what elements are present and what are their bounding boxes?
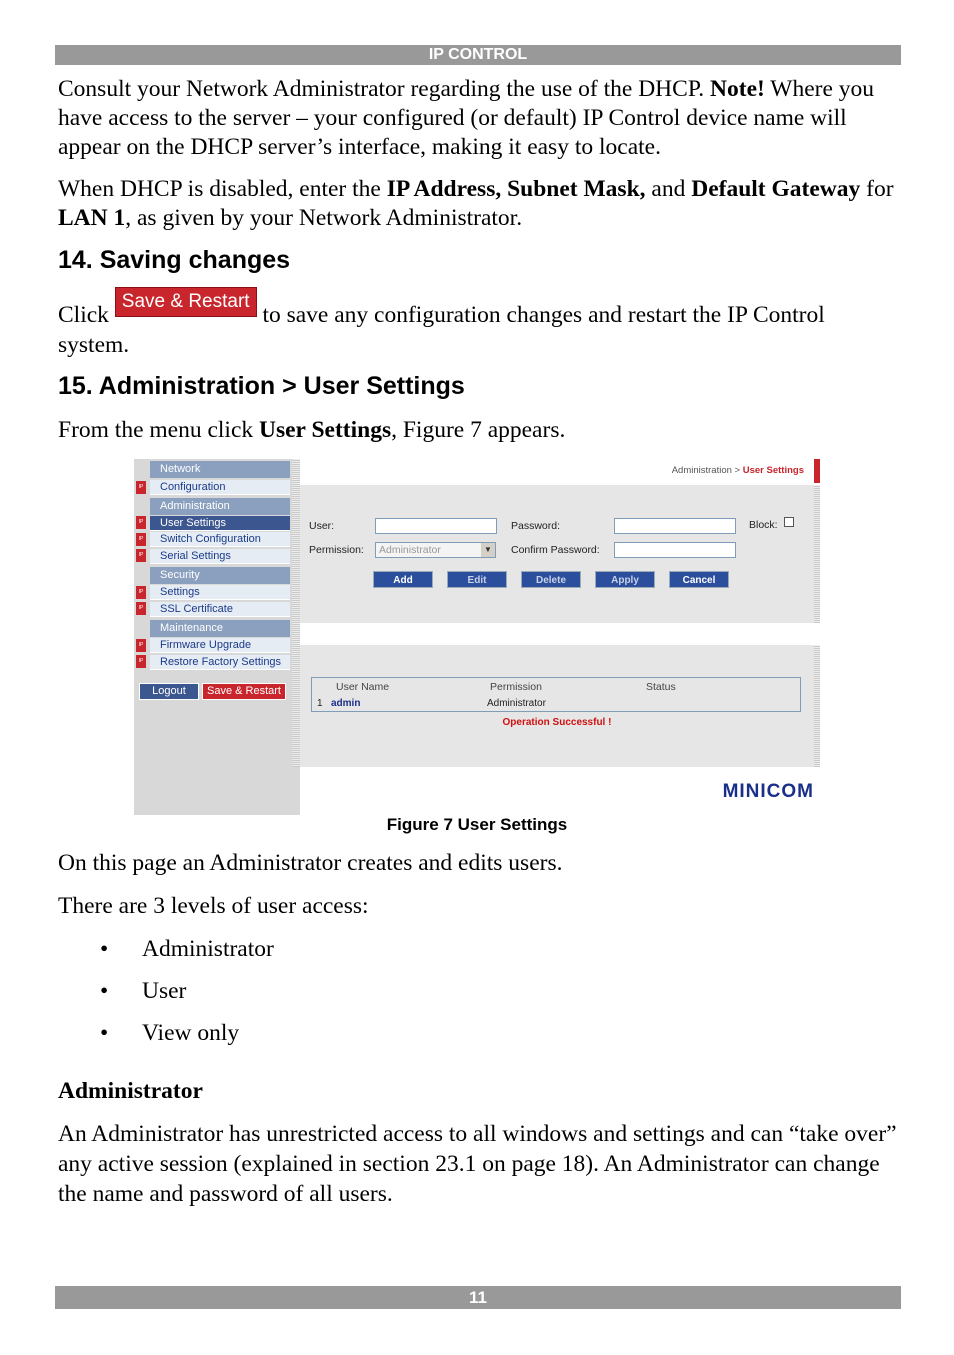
text: Where you have access to the server – your configured (or default) IP Control device name will appear on the DHCP server’s interface, making it easy to locate. <box>58 76 875 160</box>
bold-text: Default Gateway <box>691 176 861 202</box>
menu-item-switch-configuration[interactable]: Switch Configuration <box>150 532 290 547</box>
list-item-text: User <box>142 978 187 1004</box>
breadcrumb-current: User Settings <box>742 465 804 476</box>
paragraph-page-purpose: On this page an Administrator creates and edits users. <box>58 850 563 876</box>
paragraph-levels-intro: There are 3 levels of user access: <box>58 893 369 919</box>
paragraph-menu <box>58 416 898 445</box>
user-table <box>311 677 801 712</box>
section-heading-14: 14. Saving changes <box>58 246 291 274</box>
add-button[interactable]: Add <box>373 571 433 588</box>
save-restart-button-image: Save & Restart <box>115 287 257 317</box>
list-item-text: View only <box>142 1020 240 1046</box>
menu-header-maintenance: Maintenance <box>150 620 290 637</box>
scroll-strip <box>814 485 820 623</box>
ip-icon: IP <box>136 602 146 615</box>
row-user-name: admin <box>331 698 361 709</box>
block-checkbox[interactable] <box>784 517 794 527</box>
figure-user-settings <box>134 459 820 815</box>
bold-text: LAN 1 <box>58 205 126 231</box>
text: and <box>645 176 692 202</box>
menu-item-user-settings[interactable]: User Settings <box>150 516 290 531</box>
password-label: Password: <box>511 520 561 532</box>
breadcrumb-parent[interactable]: Administration > <box>671 465 743 476</box>
column-status: Status <box>646 681 676 693</box>
ip-icon: IP <box>136 655 146 668</box>
accent-strip <box>814 459 820 483</box>
minicom-logo: MINICOM <box>722 781 814 802</box>
note-label: Note! <box>710 76 765 102</box>
menu-item-serial-settings[interactable]: Serial Settings <box>150 549 290 564</box>
delete-button[interactable]: Delete <box>521 571 581 588</box>
bold-text: IP Address, Subnet Mask, <box>386 176 646 202</box>
page-number: 11 <box>55 1286 901 1309</box>
text: From the menu click <box>58 417 260 443</box>
status-message: Operation Successful ! <box>502 717 612 728</box>
subheading-administrator: Administrator <box>58 1078 203 1104</box>
menu-header-security: Security <box>150 567 290 584</box>
permission-value: Administrator <box>379 544 441 556</box>
text: for <box>860 176 894 202</box>
bullet-icon: • <box>100 936 109 962</box>
user-list-panel <box>300 645 814 767</box>
ip-icon: IP <box>136 586 146 599</box>
menu-header-administration: Administration <box>150 498 290 515</box>
menu-item-firmware-upgrade[interactable]: Firmware Upgrade <box>150 638 290 653</box>
row-number: 1 <box>317 698 323 709</box>
user-form <box>300 485 814 623</box>
ip-icon: IP <box>136 639 146 652</box>
page-header: IP CONTROL <box>55 45 901 65</box>
figure-caption: Figure 7 User Settings <box>386 815 568 834</box>
column-permission: Permission <box>490 681 542 693</box>
save-restart-button[interactable]: Save & Restart <box>202 683 286 700</box>
logout-button[interactable]: Logout <box>139 683 199 700</box>
menu-item-configuration[interactable]: Configuration <box>150 480 290 495</box>
ip-icon: IP <box>136 549 146 562</box>
ip-icon: IP <box>136 481 146 494</box>
bullet-icon: • <box>100 1020 109 1046</box>
text: to save any configuration changes and restart the IP Control system. <box>58 302 825 358</box>
password-input[interactable] <box>614 518 736 534</box>
row-permission: Administrator <box>487 698 546 709</box>
section-heading-15: 15. Administration > User Settings <box>58 372 465 400</box>
scroll-strip <box>814 645 820 767</box>
apply-button[interactable]: Apply <box>595 571 655 588</box>
text: Click <box>58 302 115 328</box>
cancel-button[interactable]: Cancel <box>669 571 729 588</box>
permission-label: Permission: <box>309 544 364 556</box>
text: Consult your Network Administrator regarding the use of the DHCP. <box>58 76 711 102</box>
ip-icon: IP <box>136 516 146 529</box>
paragraph-dhcp <box>58 75 898 162</box>
menu-header-network: Network <box>150 461 290 478</box>
paragraph-static-ip <box>58 175 898 233</box>
ip-icon: IP <box>136 533 146 546</box>
confirm-password-label: Confirm Password: <box>511 544 600 556</box>
list-item-text: Administrator <box>142 936 274 962</box>
confirm-password-input[interactable] <box>614 542 736 558</box>
paragraph-save <box>58 291 898 359</box>
user-input[interactable] <box>375 518 497 534</box>
user-label: User: <box>309 520 335 532</box>
column-user-name: User Name <box>336 681 390 693</box>
bullet-icon: • <box>100 978 109 1004</box>
scroll-strip <box>292 459 300 767</box>
sidebar <box>134 459 300 815</box>
chevron-down-icon[interactable]: ▼ <box>481 543 495 557</box>
text: When DHCP is disabled, enter the <box>58 176 387 202</box>
text: , as given by your Network Administrator. <box>125 205 523 231</box>
paragraph-administrator: An Administrator has unrestricted access to all windows and settings and can “take over” any active session (explained in section 23.1 on page 18). An Administrator can change the name and password of all users. <box>58 1121 897 1207</box>
bold-text: User Settings <box>259 417 392 443</box>
block-label: Block: <box>749 519 778 531</box>
menu-item-restore-factory[interactable]: Restore Factory Settings <box>150 655 290 670</box>
text: , Figure 7 appears. <box>391 417 566 443</box>
main-panel <box>300 459 820 815</box>
edit-button[interactable]: Edit <box>447 571 507 588</box>
permission-select[interactable] <box>375 542 496 558</box>
menu-item-settings[interactable]: Settings <box>150 585 290 600</box>
menu-item-ssl-certificate[interactable]: SSL Certificate <box>150 602 290 617</box>
breadcrumb <box>672 465 804 476</box>
